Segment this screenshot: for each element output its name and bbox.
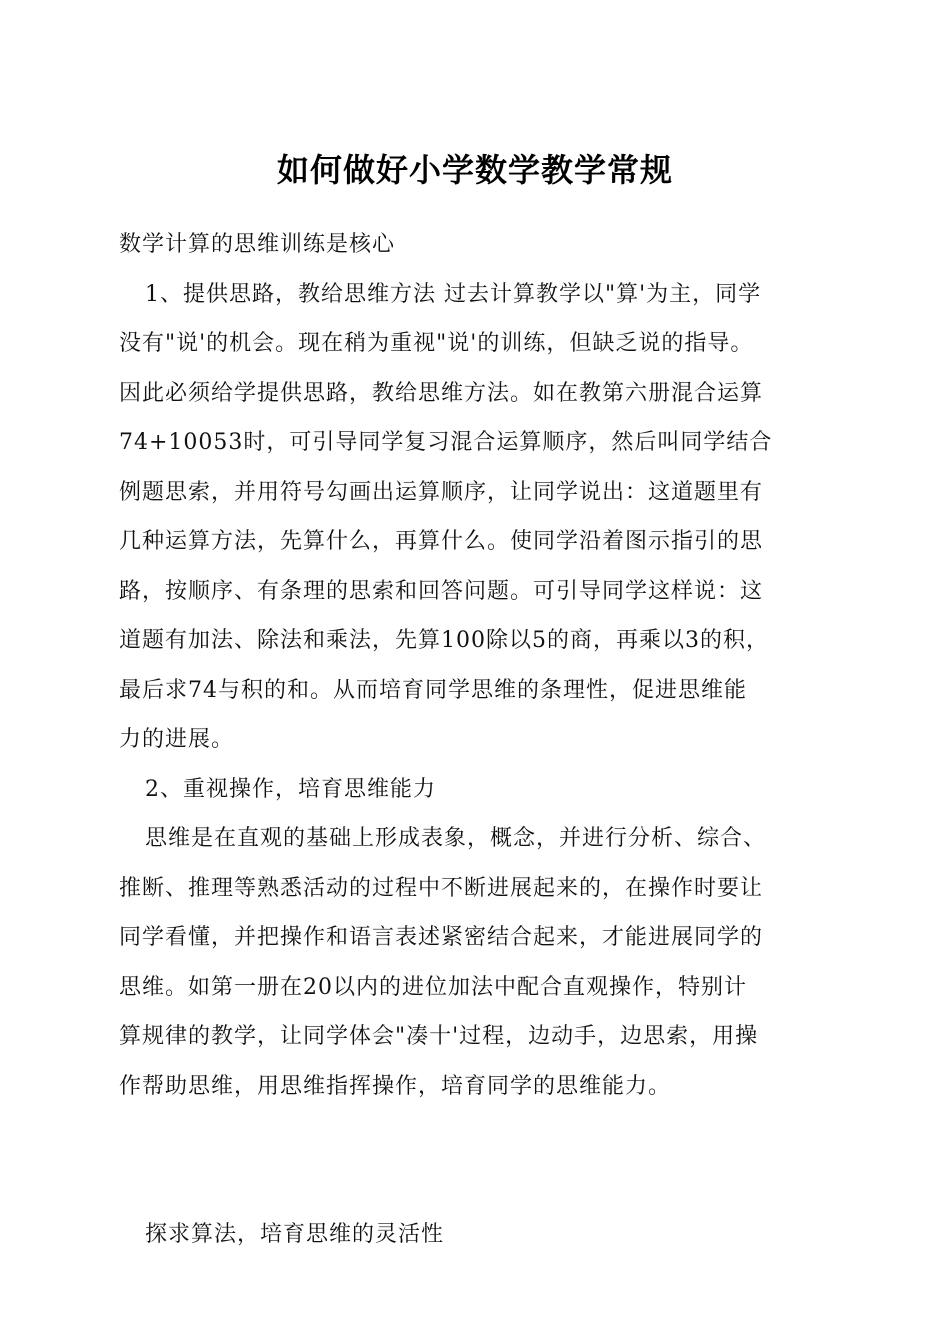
paragraph-line: 力的进展。 xyxy=(119,727,235,752)
paragraph-line: 作帮助思维，用思维指挥操作，培育同学的思维能力。 xyxy=(119,1073,672,1099)
paragraph-line: 推断、推理等熟悉活动的过程中不断进展起来的，在操作时要让 xyxy=(119,875,764,901)
paragraph-line: 1、提供思路，教给思维方法 过去计算教学以"算'为主，同学 xyxy=(145,281,762,307)
paragraph-line: 没有"说'的机会。现在稍为重视"说'的训练，但缺乏说的指导。 xyxy=(119,331,754,356)
section-2-paragraph xyxy=(119,814,839,1111)
paragraph-line: 例题思索，并用符号勾画出运算顺序，让同学说出：这道题里有 xyxy=(119,479,764,505)
section-3-heading: 探求算法，培育思维的灵活性 xyxy=(145,1222,445,1247)
paragraph-line: 思维。如第一册在20以内的进位加法中配合直观操作，特别计 xyxy=(119,974,747,1000)
paragraph-line: 同学看懂，并把操作和语言表述紧密结合起来，才能进展同学的 xyxy=(119,925,764,950)
section-2-heading: 2、重视操作，培育思维能力 xyxy=(145,776,436,802)
section-heading: 数学计算的思维训练是核心 xyxy=(119,232,396,257)
blank-spacer xyxy=(119,1111,839,1210)
paragraph-line: 74+10053时，可引导同学复习混合运算顺序，然后叫同学结合 xyxy=(119,430,773,455)
page-title: 如何做好小学数学教学常规 xyxy=(276,151,673,189)
paragraph-line: 几种运算方法，先算什么，再算什么。使同学沿着图示指引的思 xyxy=(119,529,764,554)
document-body xyxy=(119,220,839,1260)
section-1-paragraph xyxy=(119,270,839,765)
paragraph-line: 最后求74与积的和。从而培育同学思维的条理性，促进思维能 xyxy=(119,677,747,703)
paragraph-line: 思维是在直观的基础上形成表象，概念，并进行分析、综合、 xyxy=(145,826,767,851)
paragraph-line: 因此必须给学提供思路，教给思维方法。如在教第六册混合运算 xyxy=(119,380,764,406)
paragraph-line: 算规律的教学，让同学体会"凑十'过程，边动手，边思索，用操 xyxy=(119,1024,759,1049)
paragraph-line: 道题有加法、除法和乘法，先算100除以5的商，再乘以3的积， xyxy=(119,628,769,653)
paragraph-line: 路，按顺序、有条理的思索和回答问题。可引导同学这样说：这 xyxy=(119,578,764,604)
